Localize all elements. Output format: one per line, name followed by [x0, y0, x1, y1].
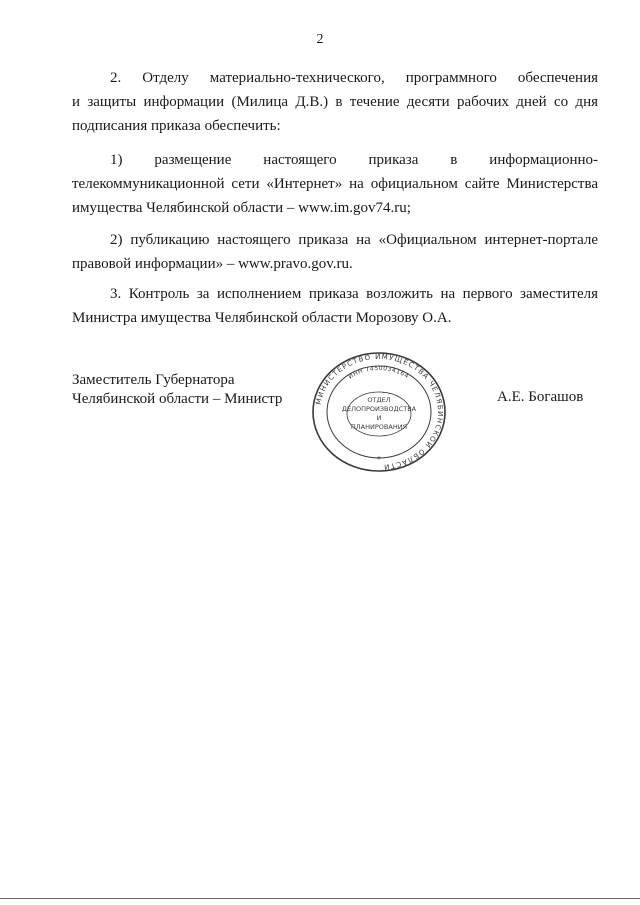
stamp-center-line: ПЛАНИРОВАНИЯ [350, 423, 408, 431]
paragraph-2 [72, 66, 598, 114]
paragraph-line: Министра имущества Челябинской области Морозову О.А. [72, 310, 452, 326]
signatory-name: А.Е. Богашов [497, 389, 584, 405]
stamp-center-line: И [376, 414, 382, 422]
page-number: 2 [316, 32, 324, 47]
stamp-center-line: ОТДЕЛ [367, 396, 391, 404]
signatory-position-line: Заместитель Губернатора [72, 372, 235, 388]
paragraph-line: телекоммуникационной сети «Интернет» на официальном сайте Министерства [72, 176, 598, 192]
stamp-inn-text: ИНН 7450034164 [347, 364, 410, 381]
paragraph-line: 2. Отделу материально-технического, программного обеспечения [110, 70, 598, 86]
stamp-center-line: ДЕЛОПРОИЗВОДСТВА [341, 405, 417, 413]
paragraph-3-end [72, 306, 598, 330]
official-stamp [310, 350, 448, 474]
paragraph-line: 1) размещение настоящего приказа в информационно- [110, 152, 598, 168]
page-bottom-border [0, 898, 640, 899]
paragraph-2-1-end [72, 196, 598, 220]
stamp-outer-text: МИНИСТЕРСТВО ИМУЩЕСТВА ЧЕЛЯБИНСКОЙ ОБЛАСТИ [314, 352, 445, 471]
signatory-position-line: Челябинской области – Министр [72, 391, 283, 407]
paragraph-line: правовой информации» – www.pravo.gov.ru. [72, 256, 353, 272]
paragraph-line: имущества Челябинской области – www.im.gov74.ru; [72, 200, 411, 216]
paragraph-line: и защиты информации (Милица Д.В.) в течение десяти рабочих дней со дня [72, 94, 598, 110]
paragraph-2-1 [72, 148, 598, 196]
signatory-position [72, 371, 282, 409]
paragraph-2-2-end [72, 252, 598, 276]
paragraph-line: 3. Контроль за исполнением приказа возложить на первого заместителя [110, 286, 598, 302]
paragraph-2-2 [72, 228, 598, 252]
paragraph-line: 2) публикацию настоящего приказа на «Официальном интернет-портале [110, 232, 598, 248]
paragraph-3 [72, 282, 598, 306]
paragraph-2-end [72, 114, 598, 138]
stamp-star-icon: * [377, 455, 381, 464]
paragraph-line: подписания приказа обеспечить: [72, 118, 281, 134]
